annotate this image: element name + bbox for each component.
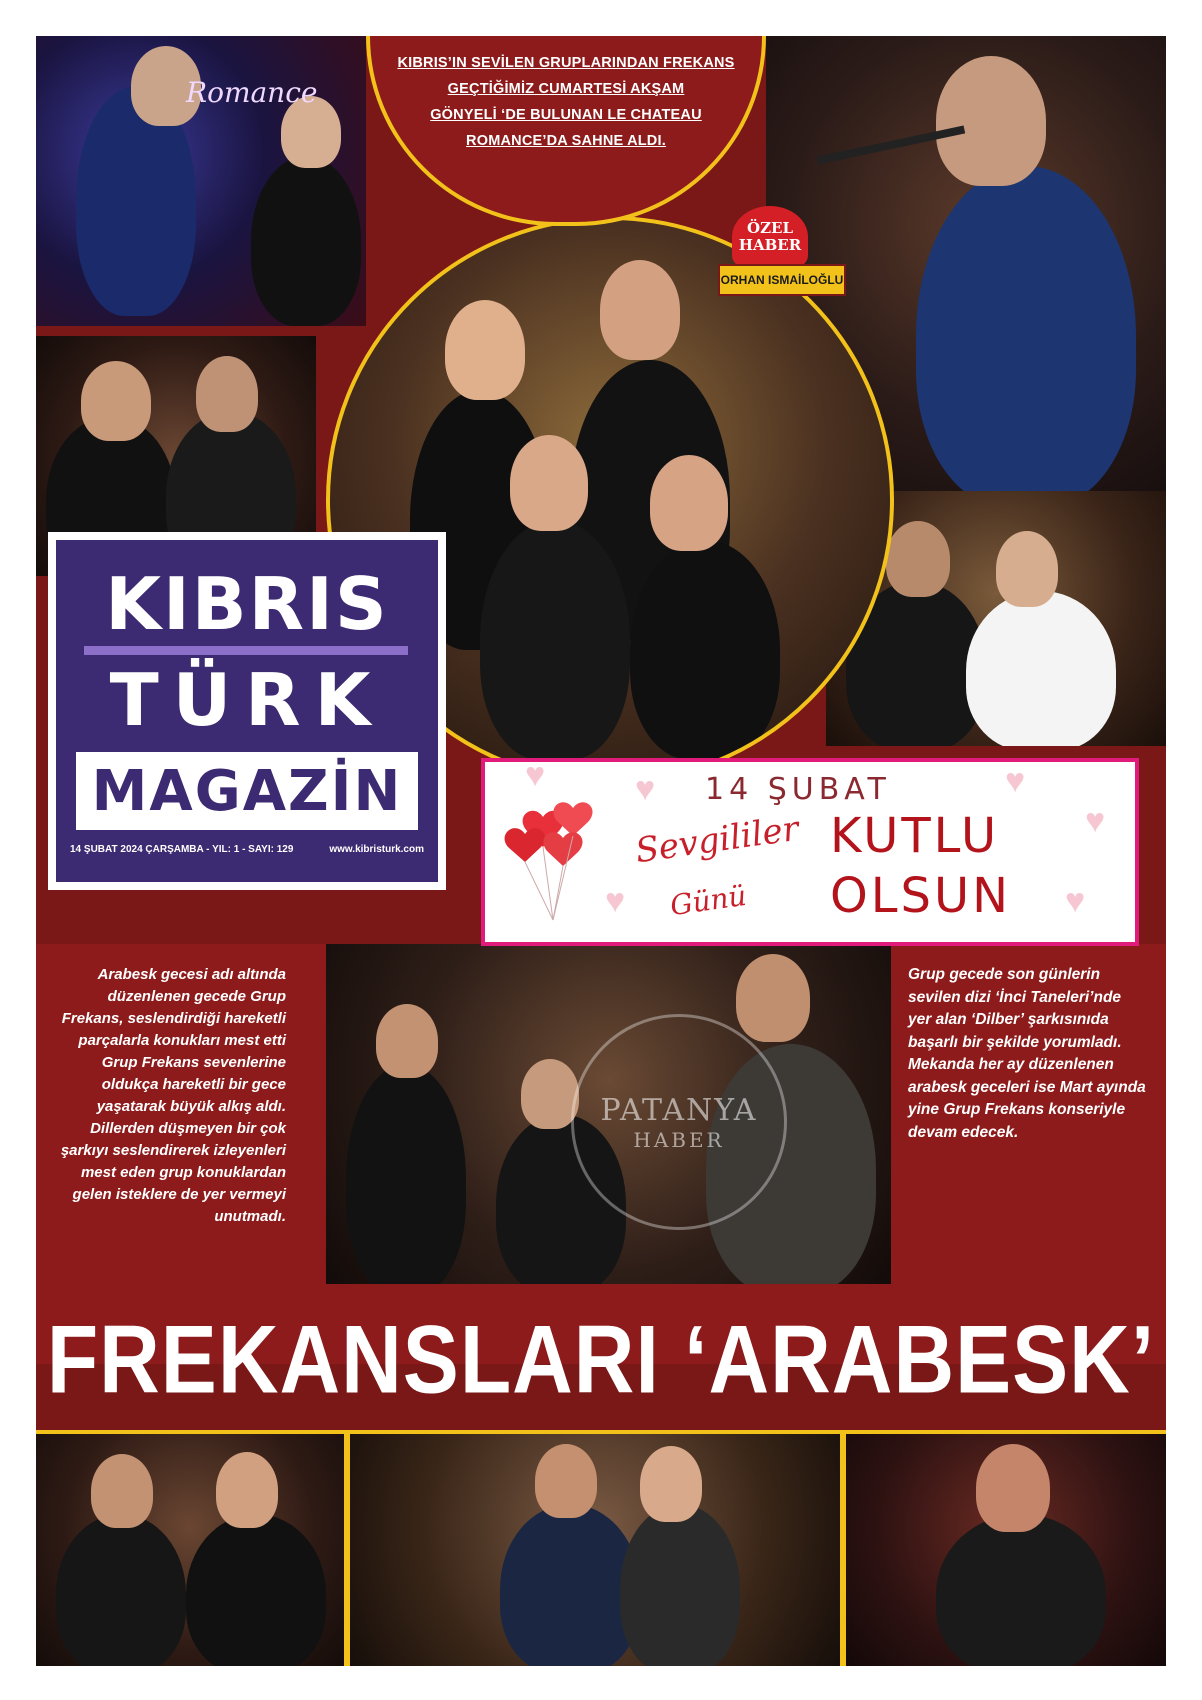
valentine-gunu: Günü <box>668 878 749 923</box>
woman-head <box>81 361 151 441</box>
masthead-magazin: MAGAZİN <box>76 752 418 830</box>
heart-icon: ♥ <box>635 770 656 808</box>
singer-figure <box>916 166 1136 506</box>
badge-red-shape <box>732 206 808 268</box>
masthead-turk: TÜRK <box>109 658 385 742</box>
article-section <box>36 944 1166 1364</box>
photo-band-on-stage <box>36 36 366 326</box>
singer-head <box>976 1444 1050 1532</box>
masthead <box>48 532 446 890</box>
issue-date-line: 14 ŞUBAT 2024 ÇARŞAMBA - YIL: 1 - SAYI: 129 <box>70 844 294 855</box>
badge-ozel: ÖZEL <box>747 219 793 237</box>
woman-figure <box>966 591 1116 746</box>
man-figure <box>500 1504 640 1666</box>
man-1-figure <box>346 1064 466 1284</box>
woman-4-head <box>650 455 728 551</box>
woman-head <box>996 531 1058 607</box>
heart-icon: ♥ <box>605 882 626 920</box>
man-head <box>535 1444 597 1518</box>
heart-balloons-icon <box>503 792 603 922</box>
man-1-head <box>91 1454 153 1528</box>
romance-sign: Romance <box>186 76 318 109</box>
badge-author: ORHAN ISMAİLOĞLU <box>718 264 846 296</box>
man-head <box>886 521 950 597</box>
woman-figure <box>620 1504 740 1666</box>
clarinetist-figure <box>251 156 361 326</box>
watermark-text-2: HABER <box>633 1127 725 1152</box>
woman-3-figure <box>480 520 630 760</box>
singer-head <box>936 56 1046 186</box>
watermark-text-1: PATANYA <box>600 1092 758 1128</box>
photo-group-dancing <box>326 944 891 1284</box>
newspaper-page <box>36 36 1166 1666</box>
man-1-figure <box>56 1514 186 1666</box>
valentine-greeting-box <box>481 758 1139 946</box>
article-left-column: Arabesk gecesi adı altında düzenlenen gecede Grup Frekans, seslendirdiği hareketli parçalarla konukları mest etti Grup Frekans sevenlerine oldukça hareketli bir gece yaşatarak büyük alkış aldı. Dillerden düşmeyen bir çok şarkıyı seslendirerek izleyenleri mest eden grup konuklardan gelen isteklere de yer vermeyi unutmadı. <box>60 966 286 1225</box>
woman-2-head <box>600 260 680 360</box>
website-url: www.kibristurk.com <box>329 844 424 855</box>
heart-icon: ♥ <box>1065 882 1086 920</box>
photo-singer-red-light <box>846 1434 1166 1666</box>
valentine-kutlu: KUTLU <box>830 808 1000 864</box>
photo-couple-dancing <box>350 1434 840 1666</box>
man-2-figure <box>186 1514 326 1666</box>
intro-line-1: KIBRIS’IN SEVİLEN GRUPLARINDAN FREKANS <box>397 55 735 71</box>
watermark-logo <box>571 1014 787 1230</box>
masthead-kibris: KIBRIS <box>105 562 389 646</box>
masthead-divider <box>84 646 408 655</box>
man-head <box>196 356 258 432</box>
man-3-head <box>736 954 810 1042</box>
valentine-sevgililer: Sevgililer <box>633 808 802 872</box>
intro-line-4: ROMANCE’DA SAHNE ALDI. <box>466 133 666 149</box>
photo-two-men-table <box>36 1434 344 1666</box>
valentine-olsun: OLSUN <box>830 868 1012 924</box>
main-headline: FREKANSLARI ‘ARABESK’ <box>46 1304 1156 1414</box>
heart-icon: ♥ <box>1005 762 1026 800</box>
man-1-head <box>376 1004 438 1078</box>
woman-1-head <box>445 300 525 400</box>
masthead-panel <box>56 540 438 882</box>
singer-figure <box>936 1514 1106 1666</box>
valentine-date: 14 ŞUBAT <box>705 772 891 807</box>
heart-icon: ♥ <box>1085 802 1106 840</box>
intro-line-2: GEÇTİĞİMİZ CUMARTESİ AKŞAM <box>447 81 685 97</box>
man-2-head <box>216 1452 278 1528</box>
woman-4-figure <box>630 540 780 760</box>
heart-icon: ♥ <box>525 758 546 794</box>
intro-line-3: GÖNYELİ ‘DE BULUNAN LE CHATEAU <box>430 107 702 123</box>
woman-3-head <box>510 435 588 531</box>
intro-banner <box>366 36 766 226</box>
woman-head <box>640 1446 702 1522</box>
article-right-column: Grup gecede son günlerin sevilen dizi ‘İnci Taneleri’nde yer alan ‘Dilber’ şarkısınıda başarlı bir şekilde yorumladı. Mekanda her ay düzenlenen arabesk geceleri ise Mart ayında yine Grup Frekans konseriyle devam edecek. <box>908 966 1146 1141</box>
badge-haber: HABER <box>738 236 802 254</box>
special-news-badge <box>718 206 844 326</box>
